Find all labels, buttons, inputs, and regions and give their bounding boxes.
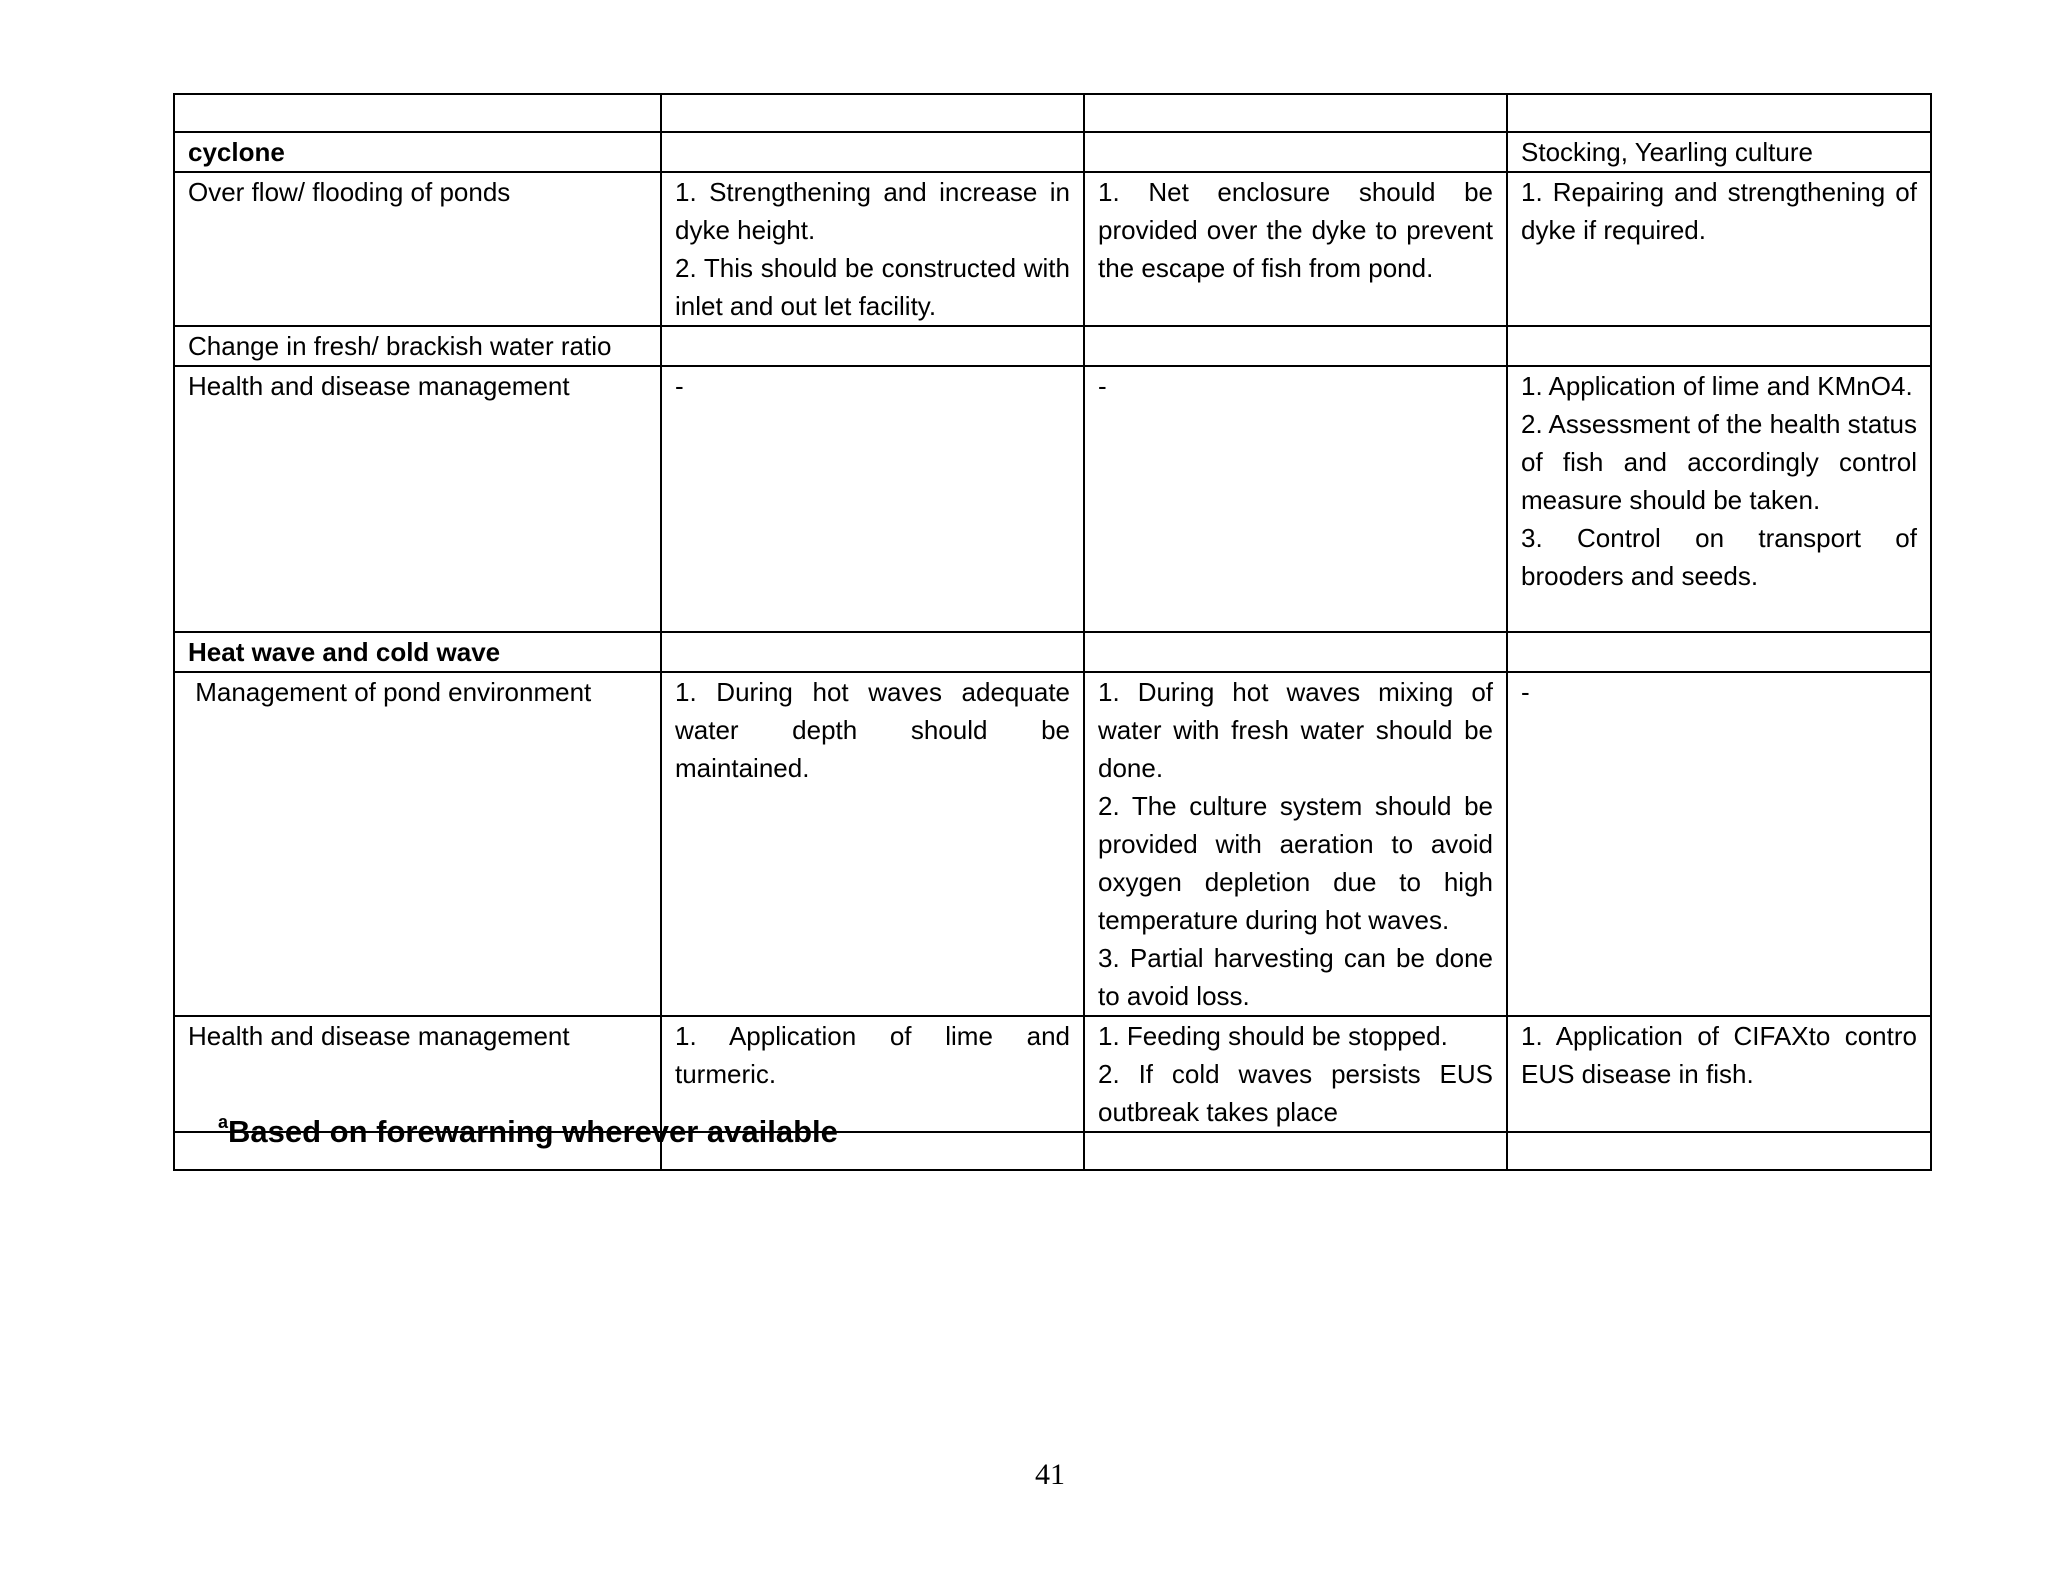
table-row-blank-top <box>174 94 1931 132</box>
section-heading-heat-cold-wave: Heat wave and cold wave <box>174 632 661 672</box>
table-row-water-ratio <box>174 326 1931 366</box>
table-cell <box>1084 1016 1507 1132</box>
table-cell <box>661 326 1084 366</box>
row-label-overflow: Over flow/ flooding of ponds <box>174 172 661 326</box>
table-cell <box>1507 94 1931 132</box>
table-cell: - <box>661 366 1084 632</box>
table-cell <box>1507 632 1931 672</box>
table-row-overflow-flooding <box>174 172 1931 326</box>
row-label-pond-environment: Management of pond environment <box>174 672 661 1016</box>
list-item: 1. Feeding should be stopped. <box>1098 1021 1448 1051</box>
table-cell <box>1084 172 1507 326</box>
table-cell <box>661 132 1084 172</box>
list-item: 2. Assessment of the health status of fish and accordingly control measure should be taken. <box>1521 409 1918 515</box>
list-item: 1. Repairing and strengthening of dyke if required. <box>1521 177 1917 245</box>
table-cell <box>1507 1132 1931 1170</box>
table-cell <box>1507 1016 1931 1132</box>
list-item: 1. Application of lime and KMnO4. <box>1521 371 1913 401</box>
table-cell <box>1084 132 1507 172</box>
section-row-heat-cold-wave <box>174 632 1931 672</box>
list-item: 3. Partial harvesting can be done to avoid loss. <box>1098 943 1493 1011</box>
list-item: 2. The culture system should be provided with aeration to avoid oxygen depletion due to high temperature during hot waves. <box>1098 791 1493 935</box>
measures-table <box>173 93 1932 1171</box>
list-item: 1. During hot waves adequate water depth should be maintained. <box>675 677 1070 783</box>
row-label-health: Health and disease management <box>174 1016 661 1132</box>
table-cell: - <box>1084 366 1507 632</box>
table-cell <box>1084 326 1507 366</box>
table-cell <box>174 94 661 132</box>
table-cell <box>1084 94 1507 132</box>
table-cell <box>1084 1132 1507 1170</box>
table-cell <box>661 672 1084 1016</box>
table-row-pond-environment <box>174 672 1931 1016</box>
row-label-water-ratio: Change in fresh/ brackish water ratio <box>174 326 661 366</box>
table-cell <box>1507 172 1931 326</box>
page-number: 41 <box>1035 1458 1065 1491</box>
list-item: 1. Application of CIFAXto contro EUS disease in fish. <box>1521 1021 1917 1089</box>
table-row-health-cyclone <box>174 366 1931 632</box>
footnote-marker: a <box>218 1112 229 1132</box>
list-item: 1. Net enclosure should be provided over the dyke to prevent the escape of fish from pond. <box>1098 177 1493 283</box>
list-item: 2. This should be constructed with inlet and out let facility. <box>675 253 1070 321</box>
row-label-health: Health and disease management <box>174 366 661 632</box>
table-cell <box>661 172 1084 326</box>
footnote <box>218 1112 838 1150</box>
table-cell <box>1507 366 1931 632</box>
list-item: 1. During hot waves mixing of water with fresh water should be done. <box>1098 677 1493 783</box>
section-row-cyclone <box>174 132 1931 172</box>
table-cell <box>661 94 1084 132</box>
table-cell: - <box>1507 672 1931 1016</box>
table-cell <box>1084 672 1507 1016</box>
section-heading-cyclone: cyclone <box>174 132 661 172</box>
table-cell <box>661 632 1084 672</box>
table-cell <box>1084 632 1507 672</box>
list-item: 1. Application of lime and turmeric. <box>675 1021 1070 1089</box>
list-item: 3. Control on transport of brooders and seeds. <box>1521 523 1917 591</box>
table-cell: Stocking, Yearling culture <box>1507 132 1931 172</box>
list-item: 1. Strengthening and increase in dyke height. <box>675 177 1070 245</box>
list-item: 2. If cold waves persists EUS outbreak takes place <box>1098 1059 1493 1127</box>
table-cell <box>1507 326 1931 366</box>
footnote-text: Based on forewarning wherever available <box>228 1114 838 1149</box>
